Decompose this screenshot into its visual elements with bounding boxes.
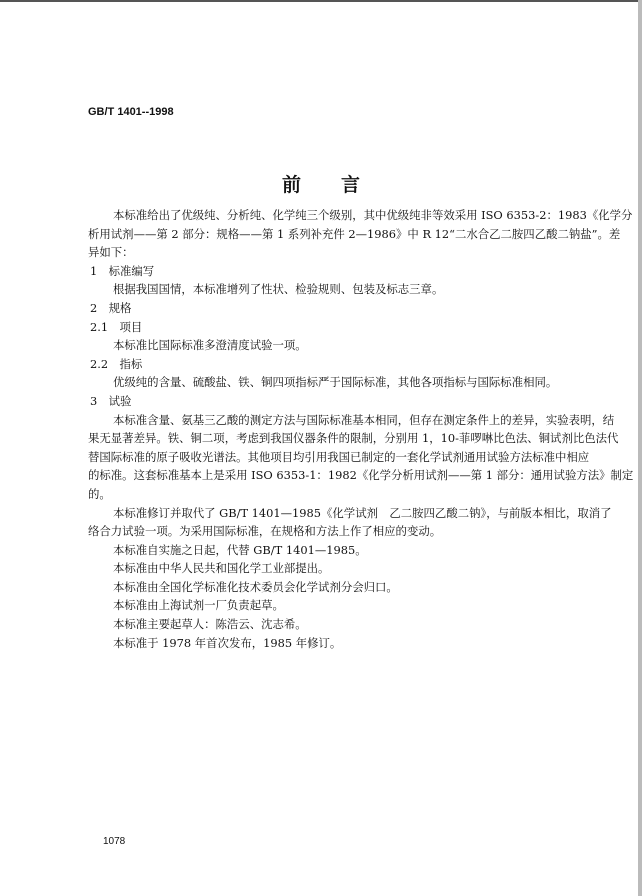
paragraph-line: 本标准主要起草人：陈浩云、沈志希。 <box>113 617 307 632</box>
page-number: 1078 <box>103 836 126 847</box>
foreword-body <box>88 206 634 652</box>
paragraph-line: 本标准由中华人民共和国化学工业部提出。 <box>113 561 330 576</box>
paragraph-line: 本标准含量、氨基三乙酸的测定方法与国际标准基本相同，但存在测定条件上的差异，实验表明，结 <box>113 412 615 427</box>
paragraph-line: 本标准由全国化学标准化技术委员会化学试剂分会归口。 <box>113 579 398 594</box>
paragraph-line: 析用试剂——第 2 部分：规格——第 1 系列补充件 2—1986》中 R 12“二水合乙二胺四乙酸二钠盐”。差 <box>88 226 621 241</box>
paragraph-line: 果无显著差异。铁、铜二项，考虑到我国仪器条件的限制，分别用 1，10-菲啰啉比色法、铜试剂比色法代 <box>88 431 619 446</box>
paragraph-line: 本标准由上海试剂一厂负责起草。 <box>113 598 284 613</box>
paragraph-line: 络合力试验一项。为采用国际标准，在规格和方法上作了相应的变动。 <box>88 524 442 539</box>
subsection-heading: 2.1 项目 <box>90 319 143 334</box>
paragraph-line: 的。 <box>88 486 111 501</box>
paragraph-line: 替国际标准的原子吸收光谱法。其他项目均引用我国已制定的一套化学试剂通用试验方法标准中相应 <box>88 449 590 464</box>
paragraph-line: 本标准于 1978 年首次发布，1985 年修订。 <box>113 635 342 650</box>
paragraph-line: 根据我国国情，本标准增列了性状、检验规则、包装及标志三章。 <box>113 282 444 297</box>
standard-number-header: GB/T 1401--1998 <box>88 106 174 118</box>
paragraph-line: 异如下： <box>88 245 134 260</box>
paragraph-line: 本标准给出了优级纯、分析纯、化学纯三个级别，其中优级纯非等效采用 ISO 6353-2：1983《化学分 <box>113 208 633 222</box>
section-heading: 3 试验 <box>90 393 132 408</box>
paragraph-line: 的标准。这套标准基本上是采用 ISO 6353-1：1982《化学分析用试剂——第 1 部分：通用试验方法》制定 <box>88 468 634 483</box>
page-top-edge <box>0 0 642 2</box>
section-heading: 2 规格 <box>90 300 132 315</box>
section-heading: 1 标准编写 <box>90 263 155 278</box>
paragraph-line: 优级纯的含量、硫酸盐、铁、铜四项指标严于国际标准，其他各项指标与国际标准相同。 <box>113 375 558 390</box>
subsection-heading: 2.2 指标 <box>90 356 143 371</box>
paragraph-line: 本标准比国际标准多澄清度试验一项。 <box>113 338 307 353</box>
paragraph-line: 本标准自实施之日起，代替 GB/T 1401—1985。 <box>113 542 367 557</box>
page-right-edge <box>638 0 642 896</box>
page-title: 前言 <box>281 174 400 196</box>
paragraph-line: 本标准修订并取代了 GB/T 1401—1985《化学试剂 乙二胺四乙酸二钠》，与前版本相比，取消了 <box>113 505 612 520</box>
